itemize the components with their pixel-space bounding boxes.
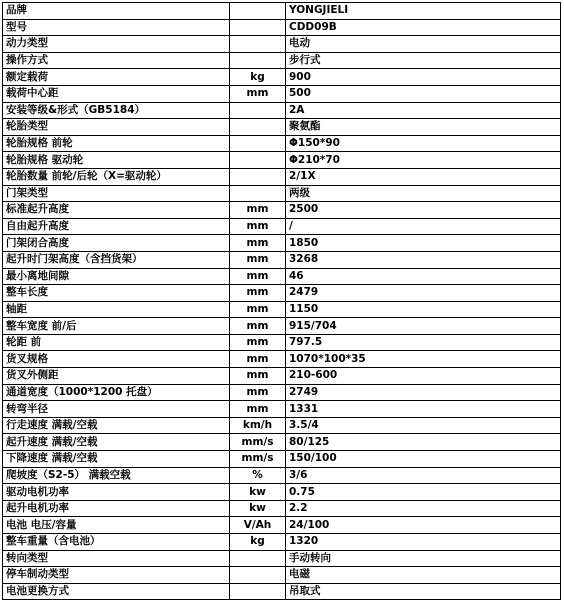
spec-row xyxy=(3,218,561,235)
spec-label-cell: 起升时门架高度（含挡货架） xyxy=(3,251,230,268)
spec-value-cell: 1070*100*35 xyxy=(286,351,561,368)
spec-row xyxy=(3,417,561,434)
spec-row xyxy=(3,152,561,169)
spec-row xyxy=(3,550,561,567)
spec-unit-cell: mm xyxy=(230,235,286,252)
spec-value-cell: CDD09B xyxy=(286,19,561,36)
spec-unit-cell xyxy=(230,550,286,567)
spec-label-cell: 整车重量（含电池） xyxy=(3,534,230,551)
spec-value-cell: YONGJIELI xyxy=(286,3,561,20)
spec-value-cell: 915/704 xyxy=(286,318,561,335)
spec-value-cell: 1850 xyxy=(286,235,561,252)
spec-unit-cell: mm xyxy=(230,268,286,285)
spec-unit-cell: mm xyxy=(230,351,286,368)
spec-unit-cell xyxy=(230,102,286,119)
spec-row xyxy=(3,583,561,600)
spec-unit-cell: mm xyxy=(230,384,286,401)
spec-unit-cell xyxy=(230,119,286,136)
spec-unit-cell xyxy=(230,168,286,185)
spec-unit-cell: mm/s xyxy=(230,451,286,468)
spec-row xyxy=(3,3,561,20)
spec-label-cell: 下降速度 满载/空载 xyxy=(3,451,230,468)
spec-unit-cell: mm xyxy=(230,202,286,219)
spec-label-cell: 标准起升高度 xyxy=(3,202,230,219)
spec-row xyxy=(3,102,561,119)
spec-label-cell: 起升电机功率 xyxy=(3,500,230,517)
spec-row xyxy=(3,484,561,501)
spec-value-cell: 2500 xyxy=(286,202,561,219)
spec-label-cell: 轮胎规格 前轮 xyxy=(3,135,230,152)
spec-row xyxy=(3,202,561,219)
spec-unit-cell: kg xyxy=(230,69,286,86)
spec-label-cell: 货叉规格 xyxy=(3,351,230,368)
spec-value-cell: 1150 xyxy=(286,301,561,318)
spec-value-cell: 150/100 xyxy=(286,451,561,468)
spec-row xyxy=(3,235,561,252)
spec-label-cell: 轮距 前 xyxy=(3,334,230,351)
spec-unit-cell xyxy=(230,152,286,169)
spec-unit-cell: mm xyxy=(230,285,286,302)
spec-label-cell: 起升速度 满载/空载 xyxy=(3,434,230,451)
spec-label-cell: 货叉外侧距 xyxy=(3,368,230,385)
spec-row xyxy=(3,52,561,69)
spec-value-cell: Φ150*90 xyxy=(286,135,561,152)
spec-row xyxy=(3,19,561,36)
spec-unit-cell xyxy=(230,52,286,69)
spec-value-cell: 1320 xyxy=(286,534,561,551)
spec-label-cell: 电池更换方式 xyxy=(3,583,230,600)
spec-label-cell: 转弯半径 xyxy=(3,401,230,418)
spec-label-cell: 轴距 xyxy=(3,301,230,318)
spec-unit-cell: V/Ah xyxy=(230,517,286,534)
spec-row xyxy=(3,567,561,584)
spec-value-cell: 聚氨酯 xyxy=(286,119,561,136)
spec-row xyxy=(3,168,561,185)
spec-label-cell: 轮胎类型 xyxy=(3,119,230,136)
spec-value-cell: 2.2 xyxy=(286,500,561,517)
spec-label-cell: 门架闭合高度 xyxy=(3,235,230,252)
spec-label-cell: 型号 xyxy=(3,19,230,36)
spec-unit-cell xyxy=(230,185,286,202)
spec-label-cell: 安装等级&形式（GB5184） xyxy=(3,102,230,119)
spec-value-cell: / xyxy=(286,218,561,235)
spec-value-cell: 3/6 xyxy=(286,467,561,484)
spec-row xyxy=(3,534,561,551)
spec-unit-cell: % xyxy=(230,467,286,484)
spec-label-cell: 整车宽度 前/后 xyxy=(3,318,230,335)
spec-row xyxy=(3,119,561,136)
spec-unit-cell: kw xyxy=(230,484,286,501)
spec-unit-cell xyxy=(230,135,286,152)
spec-label-cell: 停车制动类型 xyxy=(3,567,230,584)
spec-value-cell: 797.5 xyxy=(286,334,561,351)
spec-value-cell: 900 xyxy=(286,69,561,86)
spec-unit-cell: kg xyxy=(230,534,286,551)
spec-row xyxy=(3,85,561,102)
spec-label-cell: 自由起升高度 xyxy=(3,218,230,235)
spec-label-cell: 额定载荷 xyxy=(3,69,230,86)
spec-row xyxy=(3,185,561,202)
spec-unit-cell: mm xyxy=(230,401,286,418)
spec-value-cell: Φ210*70 xyxy=(286,152,561,169)
spec-row xyxy=(3,368,561,385)
spec-label-cell: 爬坡度（S2-5） 满载空载 xyxy=(3,467,230,484)
spec-row xyxy=(3,451,561,468)
spec-value-cell: 500 xyxy=(286,85,561,102)
spec-unit-cell: mm/s xyxy=(230,434,286,451)
spec-value-cell: 24/100 xyxy=(286,517,561,534)
spec-value-cell: 0.75 xyxy=(286,484,561,501)
spec-unit-cell: mm xyxy=(230,334,286,351)
spec-unit-cell xyxy=(230,567,286,584)
spec-row xyxy=(3,434,561,451)
spec-unit-cell: kw xyxy=(230,500,286,517)
spec-value-cell: 2/1X xyxy=(286,168,561,185)
spec-label-cell: 轮胎数量 前轮/后轮（X=驱动轮） xyxy=(3,168,230,185)
spec-row xyxy=(3,517,561,534)
spec-row xyxy=(3,500,561,517)
spec-unit-cell xyxy=(230,3,286,20)
spec-row xyxy=(3,384,561,401)
spec-value-cell: 电磁 xyxy=(286,567,561,584)
spec-unit-cell: mm xyxy=(230,368,286,385)
spec-row xyxy=(3,467,561,484)
spec-value-cell: 2479 xyxy=(286,285,561,302)
spec-row xyxy=(3,351,561,368)
spec-label-cell: 操作方式 xyxy=(3,52,230,69)
spec-row xyxy=(3,268,561,285)
spec-row xyxy=(3,135,561,152)
spec-label-cell: 通道宽度（1000*1200 托盘） xyxy=(3,384,230,401)
spec-value-cell: 手动转向 xyxy=(286,550,561,567)
spec-value-cell: 电动 xyxy=(286,36,561,53)
spec-label-cell: 行走速度 满载/空载 xyxy=(3,417,230,434)
spec-label-cell: 转向类型 xyxy=(3,550,230,567)
spec-unit-cell: mm xyxy=(230,301,286,318)
spec-unit-cell: mm xyxy=(230,251,286,268)
spec-value-cell: 步行式 xyxy=(286,52,561,69)
spec-unit-cell: mm xyxy=(230,218,286,235)
spec-value-cell: 3268 xyxy=(286,251,561,268)
spec-label-cell: 门架类型 xyxy=(3,185,230,202)
spec-value-cell: 80/125 xyxy=(286,434,561,451)
spec-label-cell: 载荷中心距 xyxy=(3,85,230,102)
spec-unit-cell xyxy=(230,36,286,53)
spec-label-cell: 整车长度 xyxy=(3,285,230,302)
spec-value-cell: 两级 xyxy=(286,185,561,202)
spec-label-cell: 轮胎规格 驱动轮 xyxy=(3,152,230,169)
spec-row xyxy=(3,285,561,302)
spec-label-cell: 动力类型 xyxy=(3,36,230,53)
spec-unit-cell: mm xyxy=(230,85,286,102)
spec-value-cell: 吊取式 xyxy=(286,583,561,600)
spec-unit-cell: km/h xyxy=(230,417,286,434)
spec-unit-cell: mm xyxy=(230,318,286,335)
spec-row xyxy=(3,334,561,351)
spec-unit-cell xyxy=(230,19,286,36)
spec-value-cell: 3.5/4 xyxy=(286,417,561,434)
spec-row xyxy=(3,401,561,418)
spec-value-cell: 1331 xyxy=(286,401,561,418)
spec-value-cell: 2A xyxy=(286,102,561,119)
spec-row xyxy=(3,251,561,268)
spec-label-cell: 品牌 xyxy=(3,3,230,20)
spec-value-cell: 46 xyxy=(286,268,561,285)
spec-row xyxy=(3,36,561,53)
spec-row xyxy=(3,301,561,318)
spec-table xyxy=(2,2,561,600)
spec-label-cell: 最小离地间隙 xyxy=(3,268,230,285)
spec-unit-cell xyxy=(230,583,286,600)
spec-table-body xyxy=(3,3,561,600)
spec-row xyxy=(3,318,561,335)
spec-row xyxy=(3,69,561,86)
spec-value-cell: 2749 xyxy=(286,384,561,401)
spec-label-cell: 电池 电压/容量 xyxy=(3,517,230,534)
spec-label-cell: 驱动电机功率 xyxy=(3,484,230,501)
spec-value-cell: 210-600 xyxy=(286,368,561,385)
